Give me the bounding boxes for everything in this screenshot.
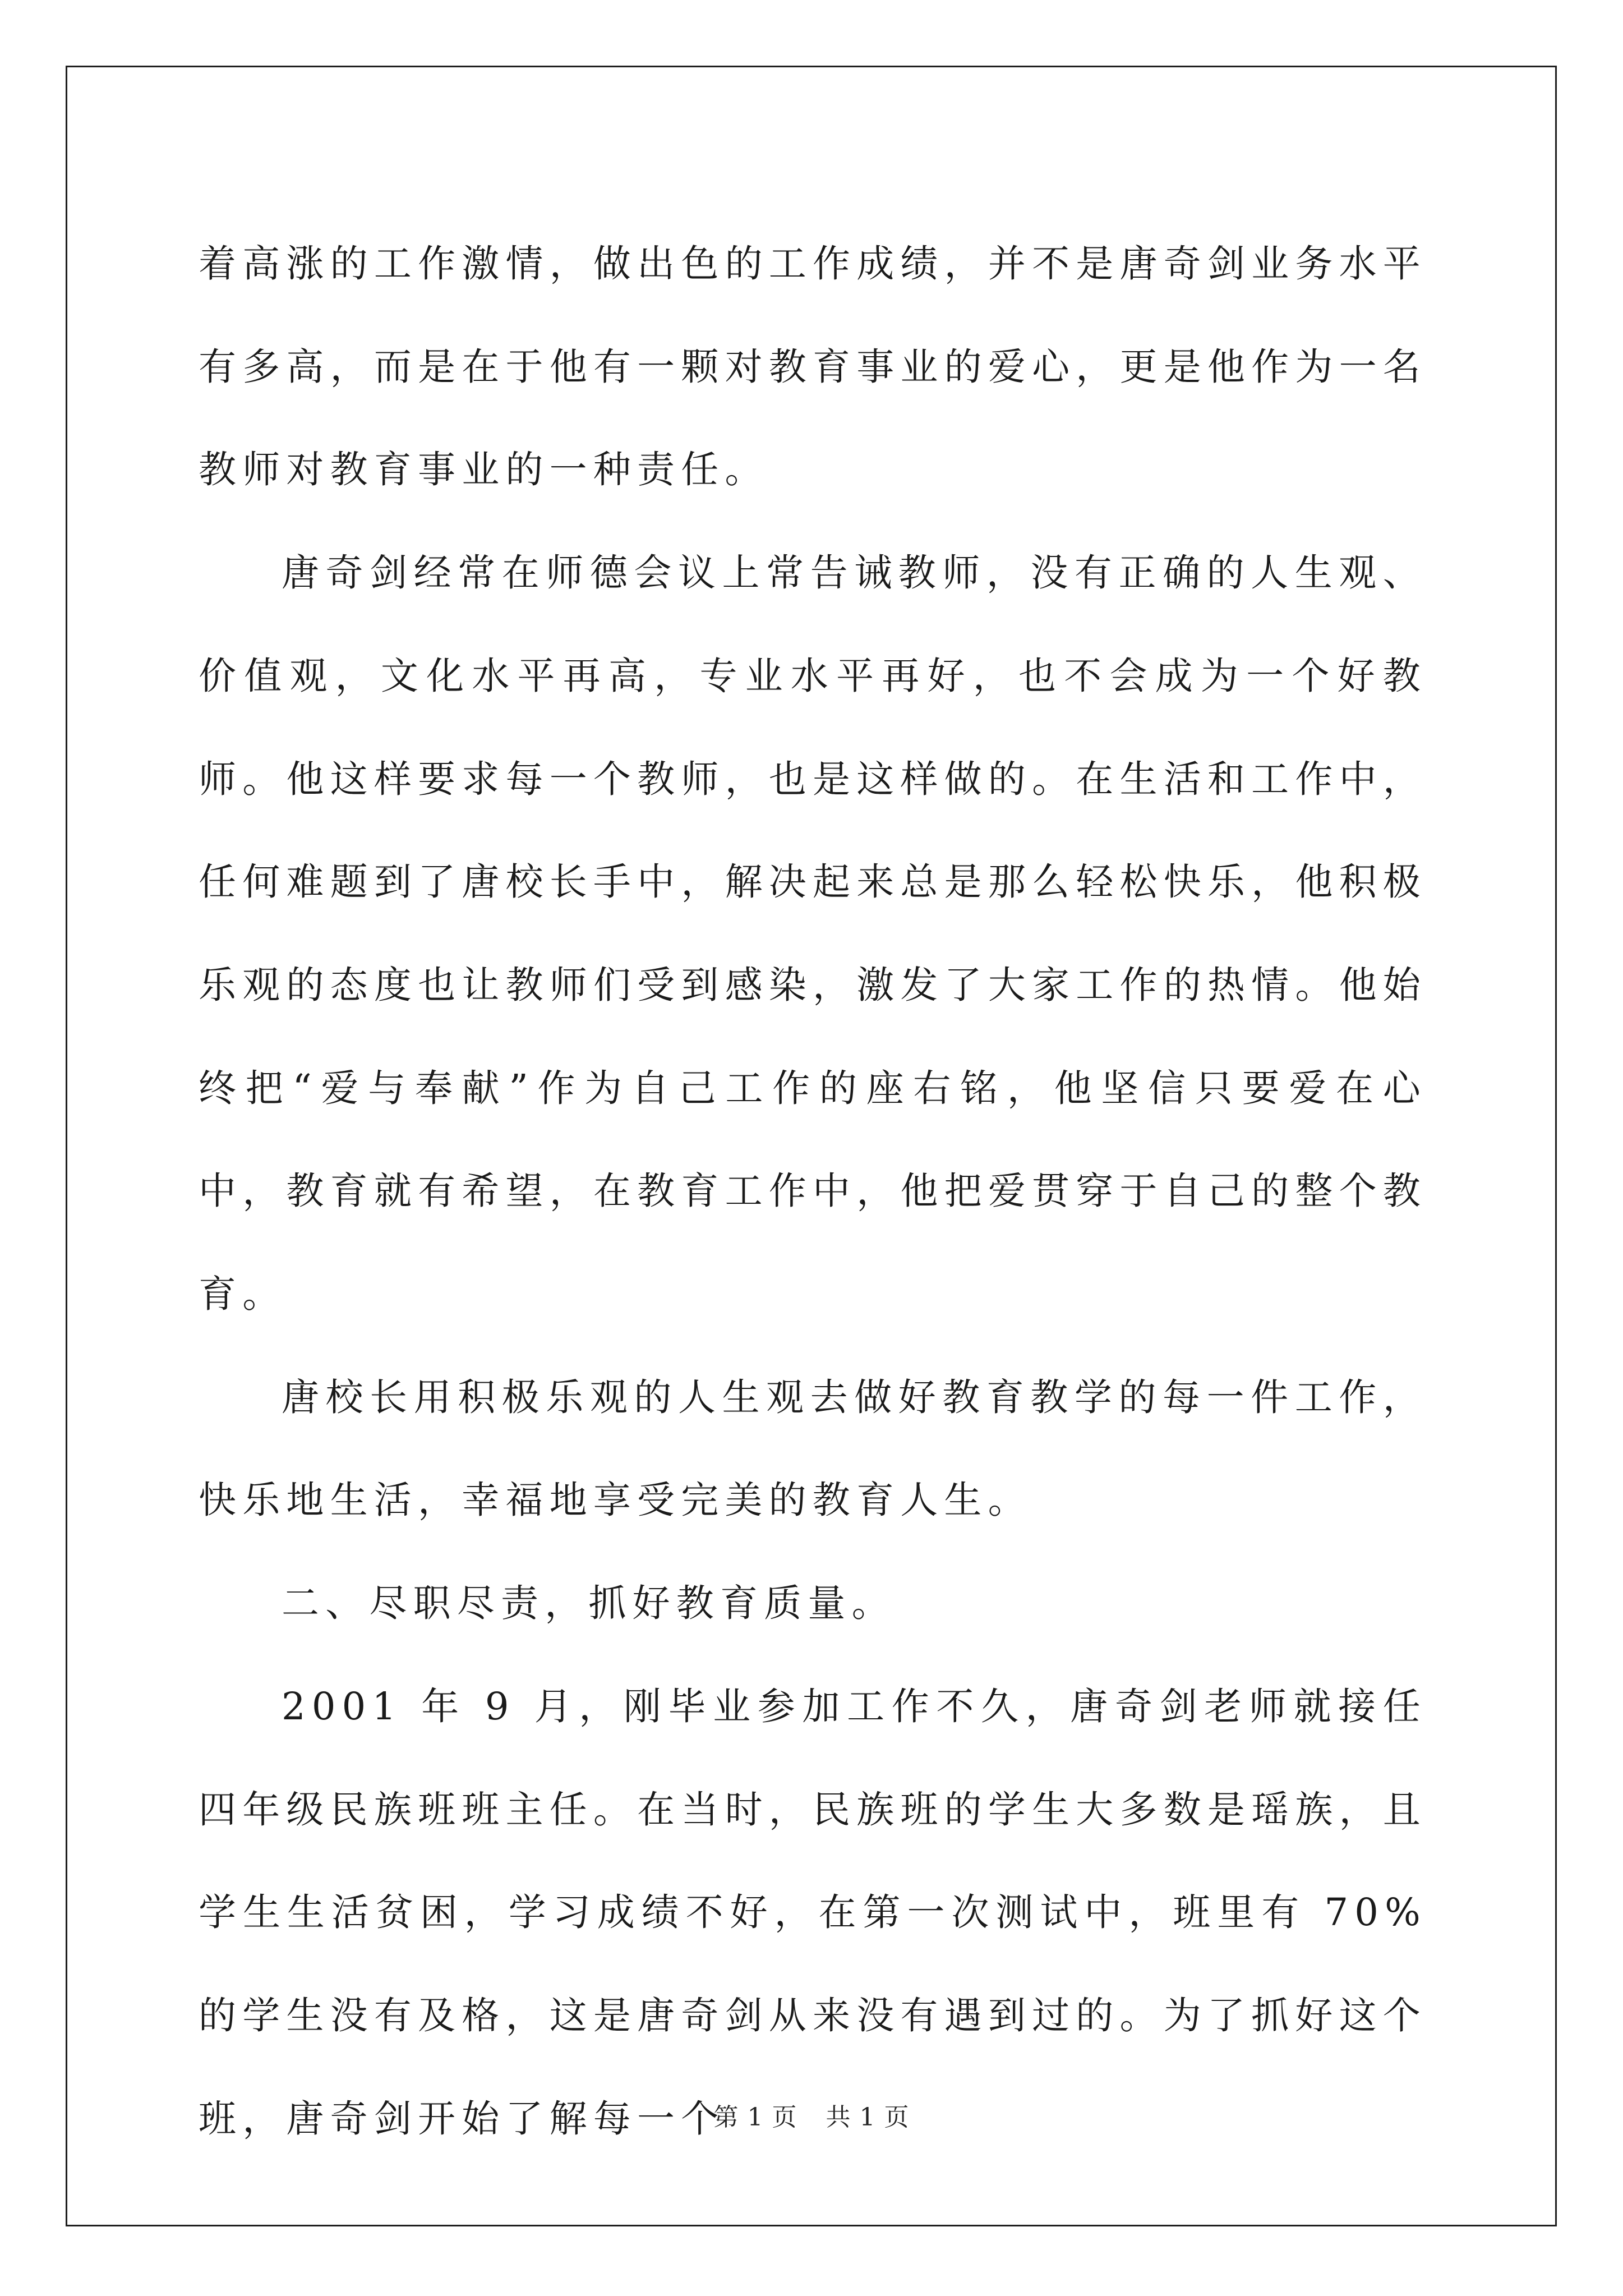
paragraph-2: 唐奇剑经常在师德会议上常告诫教师，没有正确的人生观、价值观，文化水平再高，专业水平再好，也不会成为一个好教师。他这样要求每一个教师，也是这样做的。在生活和工作中，任何难题到了唐校长手中，解决起来总是那么轻松快乐，他积极乐观的态度也让教师们受到感染，激发了大家工作的热情。他始终把“爱与奉献”作为自己工作的座右铭，他坚信只要爱在心中，教育就有希望，在教育工作中，他把爱贯穿于自己的整个教育。 [199, 551, 1427, 1317]
paragraph-3: 唐校长用积极乐观的人生观去做好教育教学的每一件工作，快乐地生活，幸福地享受完美的教育人生。 [199, 1375, 1427, 1522]
section-heading: 二、尽职尽责，抓好教育质量。 [282, 1581, 896, 1626]
paragraph-4: 2001 年 9 月，刚毕业参加工作不久，唐奇剑老师就接任四年级民族班班主任。在当时，民族班的学生大多数是瑶族，且学生生活贫困，学习成绩不好，在第一次测试中，班里有 70%的学生没有及格，这是唐奇剑从来没有遇到过的。为了抓好这个班，唐奇剑开始了解每一个 [199, 1684, 1427, 2141]
page-total: 共 1 页 [826, 2103, 910, 2132]
document-body [199, 213, 1427, 2170]
paragraph-1: 着高涨的工作激情，做出色的工作成绩，并不是唐奇剑业务水平有多高，而是在于他有一颗对教育事业的爱心，更是他作为一名教师对教育事业的一种责任。 [199, 242, 1427, 492]
page-number: 第 1 页 [713, 2103, 797, 2132]
page-footer [0, 2101, 1623, 2134]
